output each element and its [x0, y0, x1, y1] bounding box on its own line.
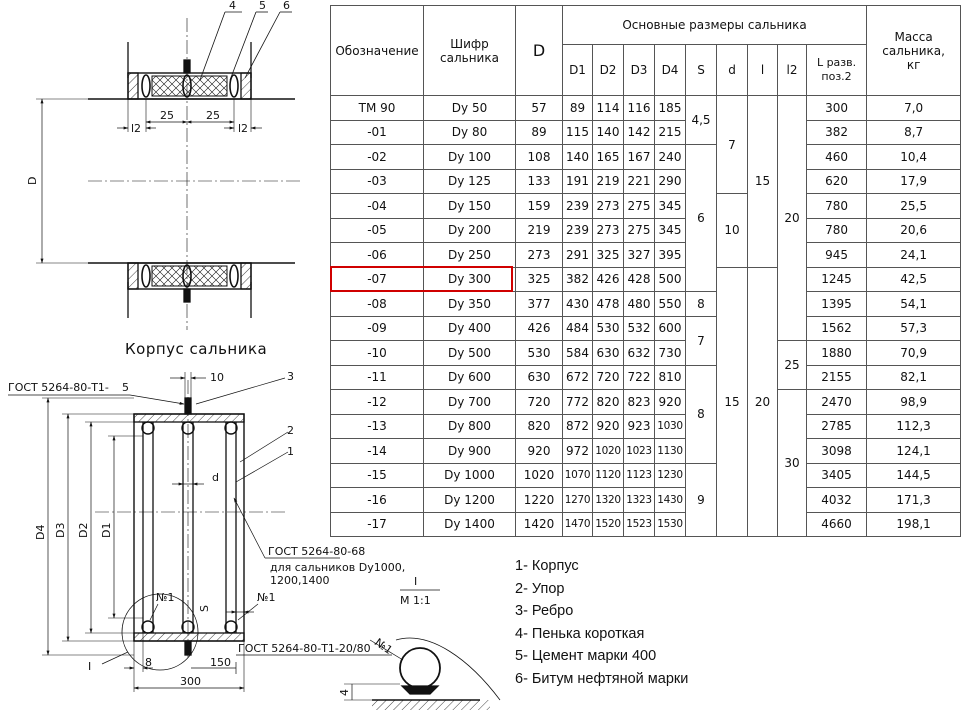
cell-designation: -15 — [331, 463, 424, 488]
detail-label-I: I — [88, 660, 92, 673]
cell-D3: 142 — [624, 120, 655, 145]
table-row — [331, 292, 961, 317]
table-row — [331, 512, 961, 537]
cell-D3: 167 — [624, 145, 655, 170]
cell-cipher: Dy 150 — [424, 194, 516, 219]
cell-D4: 550 — [655, 292, 686, 317]
cell-D: 530 — [516, 341, 563, 366]
cell-D2: 1320 — [593, 488, 624, 513]
cell-designation: -14 — [331, 439, 424, 464]
cell-D1: 191 — [563, 169, 593, 194]
cell-designation: -04 — [331, 194, 424, 219]
cell-cipher: Dy 125 — [424, 169, 516, 194]
cell-D2: 530 — [593, 316, 624, 341]
cell-D4: 500 — [655, 267, 686, 292]
cell-D4: 290 — [655, 169, 686, 194]
table-row — [331, 218, 961, 243]
cell-D2: 273 — [593, 218, 624, 243]
cell-D3: 823 — [624, 390, 655, 415]
cell-L: 620 — [807, 169, 867, 194]
detail-weld-n1: №1 — [372, 635, 395, 658]
cell-D2: 114 — [593, 96, 624, 121]
dim-D2: D2 — [77, 522, 90, 538]
cell-D3: 632 — [624, 341, 655, 366]
cell-cipher: Dy 50 — [424, 96, 516, 121]
col-designation-header: Обозначение — [331, 6, 424, 96]
cell-mass: 171,3 — [867, 488, 961, 513]
cell-mass: 57,3 — [867, 316, 961, 341]
cell-cipher: Dy 300 — [424, 267, 516, 292]
table-row — [331, 341, 961, 366]
cell-S: 8 — [686, 365, 717, 463]
highlight-row-07 — [330, 266, 513, 292]
cell-D2: 920 — [593, 414, 624, 439]
cell-D3: 116 — [624, 96, 655, 121]
table-row — [331, 390, 961, 415]
cell-D: 108 — [516, 145, 563, 170]
cell-D1: 1270 — [563, 488, 593, 513]
cell-L: 2470 — [807, 390, 867, 415]
dim-300: 300 — [180, 675, 201, 688]
table-row — [331, 243, 961, 268]
cell-D1: 584 — [563, 341, 593, 366]
cell-D4: 1130 — [655, 439, 686, 464]
gland-body-view — [36, 12, 300, 330]
cell-L: 3405 — [807, 463, 867, 488]
cell-D: 273 — [516, 243, 563, 268]
callout-6: 6 — [283, 0, 290, 12]
cell-D: 630 — [516, 365, 563, 390]
cell-mass: 24,1 — [867, 243, 961, 268]
cell-D1: 872 — [563, 414, 593, 439]
weld-size-5: 5 — [122, 381, 129, 394]
cell-D3: 327 — [624, 243, 655, 268]
cell-D2: 426 — [593, 267, 624, 292]
cell-L: 4032 — [807, 488, 867, 513]
cell-mass: 124,1 — [867, 439, 961, 464]
cell-designation: -16 — [331, 488, 424, 513]
cell-L: 1562 — [807, 316, 867, 341]
cell-D3: 722 — [624, 365, 655, 390]
cell-mass: 112,3 — [867, 414, 961, 439]
dim-25-left: 25 — [160, 109, 174, 122]
detail-title-I: I — [414, 575, 418, 588]
col-S-header: S — [686, 45, 717, 96]
cell-cipher: Dy 800 — [424, 414, 516, 439]
cell-D4: 920 — [655, 390, 686, 415]
weld-n1-left: №1 — [156, 591, 175, 604]
cell-mass: 42,5 — [867, 267, 961, 292]
cell-D4: 345 — [655, 218, 686, 243]
gost-2-line1: ГОСТ 5264-80-68 — [268, 545, 366, 558]
detail-dim-4: 4 — [338, 689, 351, 696]
cell-D1: 115 — [563, 120, 593, 145]
cell-L: 945 — [807, 243, 867, 268]
callout-4: 4 — [229, 0, 236, 12]
cell-cipher: Dy 600 — [424, 365, 516, 390]
callout-3: 3 — [287, 370, 294, 383]
cell-cipher: Dy 500 — [424, 341, 516, 366]
cell-D: 159 — [516, 194, 563, 219]
gost-2-line2: для сальников Dy1000, — [270, 561, 406, 574]
col-l2-header: l2 — [778, 45, 807, 96]
cell-D1: 140 — [563, 145, 593, 170]
callout-1: 1 — [287, 445, 294, 458]
legend-item: 5- Цемент марки 400 — [515, 648, 657, 664]
cell-mass: 198,1 — [867, 512, 961, 537]
col-D-header: D — [516, 6, 563, 96]
cell-designation: -10 — [331, 341, 424, 366]
dim-l2-right: l2 — [238, 122, 249, 135]
cell-L: 382 — [807, 120, 867, 145]
table-row — [331, 414, 961, 439]
dim-150: 150 — [210, 656, 231, 669]
cell-D2: 820 — [593, 390, 624, 415]
cell-cipher: Dy 100 — [424, 145, 516, 170]
cell-S: 6 — [686, 145, 717, 292]
cell-mass: 7,0 — [867, 96, 961, 121]
cell-l: 15 — [748, 96, 778, 268]
table-row — [331, 365, 961, 390]
cell-designation: -07 — [331, 267, 424, 292]
cell-designation: ТМ 90 — [331, 96, 424, 121]
table-row — [331, 439, 961, 464]
cell-D: 920 — [516, 439, 563, 464]
cell-l2: 25 — [778, 341, 807, 390]
dim-d: d — [212, 471, 219, 484]
cell-D3: 275 — [624, 194, 655, 219]
cell-cipher: Dy 700 — [424, 390, 516, 415]
cell-L: 1395 — [807, 292, 867, 317]
cell-designation: -01 — [331, 120, 424, 145]
table-row — [331, 120, 961, 145]
dim-D4: D4 — [34, 524, 47, 540]
cell-designation: -12 — [331, 390, 424, 415]
cell-D: 720 — [516, 390, 563, 415]
legend-item: 6- Битум нефтяной марки — [515, 670, 689, 687]
cell-L: 1880 — [807, 341, 867, 366]
cell-D4: 1230 — [655, 463, 686, 488]
cell-cipher: Dy 900 — [424, 439, 516, 464]
cell-D4: 185 — [655, 96, 686, 121]
cell-l2: 20 — [778, 96, 807, 341]
cell-mass: 98,9 — [867, 390, 961, 415]
col-cipher-header: Шифр сальника — [424, 6, 516, 96]
cell-l2: 30 — [778, 390, 807, 537]
dim-10: 10 — [210, 371, 224, 384]
table-row — [331, 145, 961, 170]
table-row — [331, 194, 961, 219]
cell-designation: -05 — [331, 218, 424, 243]
cell-designation: -08 — [331, 292, 424, 317]
cell-D: 377 — [516, 292, 563, 317]
cell-cipher: Dy 400 — [424, 316, 516, 341]
cell-mass: 20,6 — [867, 218, 961, 243]
callout-5: 5 — [259, 0, 266, 12]
cell-D2: 1520 — [593, 512, 624, 537]
table-row — [331, 463, 961, 488]
cell-mass: 70,9 — [867, 341, 961, 366]
legend-item: 2- Упор — [515, 580, 565, 597]
cell-D: 1420 — [516, 512, 563, 537]
cell-D4: 1430 — [655, 488, 686, 513]
table-row — [331, 488, 961, 513]
cell-D1: 1470 — [563, 512, 593, 537]
cell-D2: 1120 — [593, 463, 624, 488]
cell-D2: 720 — [593, 365, 624, 390]
cell-D: 89 — [516, 120, 563, 145]
dim-D: D — [26, 176, 39, 185]
col-mass-header: Масса сальника, кг — [867, 6, 961, 96]
cell-mass: 17,9 — [867, 169, 961, 194]
cell-D4: 600 — [655, 316, 686, 341]
gost-2-line3: 1200,1400 — [270, 574, 330, 587]
cell-L: 2785 — [807, 414, 867, 439]
weld-n1-right: №1 — [257, 591, 276, 604]
cell-D3: 428 — [624, 267, 655, 292]
col-D1-header: D1 — [563, 45, 593, 96]
cell-L: 300 — [807, 96, 867, 121]
cell-D: 325 — [516, 267, 563, 292]
table-row — [331, 316, 961, 341]
cell-designation: -06 — [331, 243, 424, 268]
gost-weld-3: ГОСТ 5264-80-Т1-20/80 — [238, 642, 371, 655]
cell-D2: 140 — [593, 120, 624, 145]
gland-body-caption: Корпус сальника — [125, 340, 268, 358]
cell-mass: 144,5 — [867, 463, 961, 488]
cell-D3: 1523 — [624, 512, 655, 537]
cell-D3: 275 — [624, 218, 655, 243]
cell-S: 9 — [686, 463, 717, 537]
cell-D: 426 — [516, 316, 563, 341]
legend-item: 3- Ребро — [515, 603, 574, 619]
cell-cipher: Dy 250 — [424, 243, 516, 268]
cell-D2: 630 — [593, 341, 624, 366]
gost-weld-1: ГОСТ 5264-80-Т1- — [8, 381, 109, 394]
cell-designation: -02 — [331, 145, 424, 170]
detail-scale: М 1:1 — [400, 594, 431, 607]
cell-L: 4660 — [807, 512, 867, 537]
dim-25-right: 25 — [206, 109, 220, 122]
cell-L: 2155 — [807, 365, 867, 390]
col-D2-header: D2 — [593, 45, 624, 96]
cell-d: 15 — [717, 267, 748, 537]
cell-S: 7 — [686, 316, 717, 365]
cell-D4: 395 — [655, 243, 686, 268]
cell-D1: 430 — [563, 292, 593, 317]
cell-L: 780 — [807, 194, 867, 219]
cell-D1: 1070 — [563, 463, 593, 488]
cell-designation: -13 — [331, 414, 424, 439]
cell-mass: 54,1 — [867, 292, 961, 317]
cell-designation: -11 — [331, 365, 424, 390]
legend-item: 4- Пенька короткая — [515, 625, 645, 642]
cell-l: 20 — [748, 267, 778, 537]
dim-l2-left: l2 — [131, 122, 142, 135]
cell-D4: 810 — [655, 365, 686, 390]
cell-S: 4,5 — [686, 96, 717, 145]
dim-S: S — [198, 605, 211, 612]
parts-legend — [515, 555, 688, 690]
cell-S: 8 — [686, 292, 717, 317]
cell-D3: 480 — [624, 292, 655, 317]
cell-D3: 1023 — [624, 439, 655, 464]
dim-8: 8 — [145, 656, 152, 669]
cell-cipher: Dy 200 — [424, 218, 516, 243]
cell-D2: 165 — [593, 145, 624, 170]
cell-designation: -09 — [331, 316, 424, 341]
cell-D3: 221 — [624, 169, 655, 194]
cell-D4: 215 — [655, 120, 686, 145]
cell-D2: 325 — [593, 243, 624, 268]
cell-L: 780 — [807, 218, 867, 243]
cell-D1: 291 — [563, 243, 593, 268]
cell-D4: 345 — [655, 194, 686, 219]
cell-D: 133 — [516, 169, 563, 194]
main-dims-header: Основные размеры сальника — [563, 6, 867, 45]
dim-D1: D1 — [100, 522, 113, 538]
cell-D3: 923 — [624, 414, 655, 439]
cell-cipher: Dy 80 — [424, 120, 516, 145]
legend-item: 1- Корпус — [515, 558, 579, 574]
cell-D4: 1530 — [655, 512, 686, 537]
cell-D1: 382 — [563, 267, 593, 292]
col-D3-header: D3 — [624, 45, 655, 96]
cell-L: 460 — [807, 145, 867, 170]
cell-D1: 672 — [563, 365, 593, 390]
cell-D2: 219 — [593, 169, 624, 194]
cell-D2: 1020 — [593, 439, 624, 464]
cell-D: 1220 — [516, 488, 563, 513]
cell-D: 820 — [516, 414, 563, 439]
cell-mass: 10,4 — [867, 145, 961, 170]
cell-D3: 1123 — [624, 463, 655, 488]
table-row — [331, 169, 961, 194]
cell-D1: 239 — [563, 194, 593, 219]
cell-D2: 478 — [593, 292, 624, 317]
cell-D1: 972 — [563, 439, 593, 464]
cell-D1: 484 — [563, 316, 593, 341]
cell-cipher: Dy 350 — [424, 292, 516, 317]
cell-d: 10 — [717, 194, 748, 268]
cell-mass: 8,7 — [867, 120, 961, 145]
cell-D3: 532 — [624, 316, 655, 341]
cell-D4: 730 — [655, 341, 686, 366]
cell-D: 57 — [516, 96, 563, 121]
cell-D4: 240 — [655, 145, 686, 170]
cell-D3: 1323 — [624, 488, 655, 513]
cell-designation: -03 — [331, 169, 424, 194]
col-l-header: l — [748, 45, 778, 96]
cell-D2: 273 — [593, 194, 624, 219]
table-row — [331, 96, 961, 121]
dim-D3: D3 — [54, 522, 67, 538]
col-L-header: L разв. поз.2 — [807, 45, 867, 96]
cell-d: 7 — [717, 96, 748, 194]
cell-cipher: Dy 1200 — [424, 488, 516, 513]
cell-L: 1245 — [807, 267, 867, 292]
col-d-header: d — [717, 45, 748, 96]
cell-designation: -17 — [331, 512, 424, 537]
callout-2: 2 — [287, 424, 294, 437]
cell-cipher: Dy 1000 — [424, 463, 516, 488]
cell-L: 3098 — [807, 439, 867, 464]
cell-cipher: Dy 1400 — [424, 512, 516, 537]
cell-mass: 82,1 — [867, 365, 961, 390]
cell-D1: 89 — [563, 96, 593, 121]
cell-D1: 772 — [563, 390, 593, 415]
cell-mass: 25,5 — [867, 194, 961, 219]
cell-D: 219 — [516, 218, 563, 243]
cell-D: 1020 — [516, 463, 563, 488]
col-D4-header: D4 — [655, 45, 686, 96]
cell-D1: 239 — [563, 218, 593, 243]
cell-D4: 1030 — [655, 414, 686, 439]
